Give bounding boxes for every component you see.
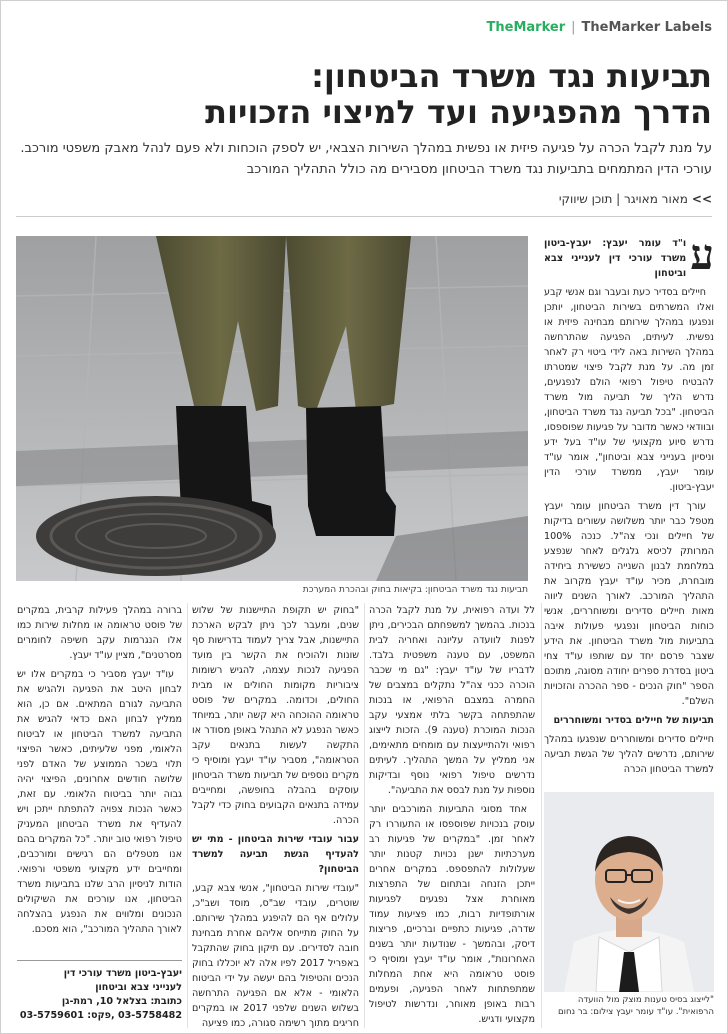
byline-text: מאור מאויגר | תוכן שיווקי: [558, 192, 688, 206]
brand-header: [0, 20, 712, 35]
column-divider: [541, 603, 542, 1028]
paragraph: "עובדי שירות הביטחון", אנשי צבא קבע, שוטרים, עובדי שב"ס, מוסד ושב"כ, עלולים אף הם להיפגע במהלך שירותם. על החוק מתייחס אליהם אחרת מבחינת חובה לסדירים. עם תיקון בחוק שהתקבל באפריל 2017 לפיו אלה לא יוכללו בחוק הנכים והטיפול בהם יעשה על ידי הביטוח הלאומי - אלא אם הפגיעה התרחשה בשלוש השנים שלפני 2017 או במקרים חריגים מתוך רשימה סגורה, כמו פציעה: [192, 883, 359, 1028]
paragraph: ברורה במהלך פעילות קרבית, במקרים של פוסט טראומה או מחלות שירות כמו אלו הנגרמות עקב חשיפה לחומרים מסרטנים", מציין עו"ד יעבץ.: [17, 605, 182, 661]
contact-firm: יעבץ-ביטון משרד עורכי דין: [63, 968, 182, 979]
byline: [559, 192, 712, 206]
column-divider: [187, 603, 188, 1028]
article-title: [16, 58, 712, 130]
paragraph: אחד מסוגי התביעות המורכבים יותר עוסק בנכויות שפוספסו או התעוררו רק לאחר זמן. "במקרים של פגיעות רב מערכתיות ישנן נכויות קטנות יותר שעלולות להתפספס. במקרים אחרים ייתכן הזנחה ובתחום של התפרצות מאוחרת אצל נפגעים לפגיעות אורתופדיות רבות, כמו פציעות עמוד שדרה, פגיעות כתפיים וברכיים, פריצות דיסק, ובהמשך - שנודעות יותר בשנים האחרונות", אומר עו"ד יעבץ ומוסיף כי פוסט טראומה היא אחת המחלות שמתפתחות לאחר הפגיעה, ופעמים רבות באופן מאוחר, ונדרשות לטיפול מקצועי ודגיש.: [369, 804, 535, 1025]
drop-cap: ע: [690, 236, 714, 279]
contact-specialty: לענייני צבא וביטחון: [95, 982, 182, 993]
title-line-1: תביעות נגד משרד הביטחון:: [311, 57, 712, 95]
column-kicker: ו"ד עומר יעבץ: יעבץ-ביטון משרד עורכי דין לענייני צבא וביטחון: [544, 238, 687, 279]
article-lead: על מנת לקבל הכרה על פגיעה פיזית או נפשית במהלך השירות הצבאי, יש לספק הוכחות ולא פעם לנהל מאבק משפטי מורכב. עורכי הדין המתמחים בתביעות נגד משרד הביטחון מסבירים מה כולל התהליך המורכב: [20, 141, 712, 177]
photo-caption: תביעות נגד משרד הביטחון: בקיאות בחוק ובהכרת המערכת: [302, 585, 528, 595]
paragraph: עורך דין משרד הביטחון עומר יעבץ מטפל כבר יותר משלושה עשורים בדיקות של חיילים ונכי צה"ל. כנכה 100% המרותק לכיסא גלגלים לאחר שנפצע במלחמת לבנון השנייה כששירת ביחידה מובחרת, מכיר עו"ד יעבץ מקרוב את התהליך המורכב. לאורך השנים ליווה מאות חיילים סדירים ומשוחררים, אנשי כוחות הביטחון ונפגעי פעולות איבה בתביעות מול משרד הביטחון. את הידע שצבר פרסם יחד עם שותפו עו"ד צחי ביטון בסדרת ספרים יחודה מסוגה, מתוכם הספר "חוק הנכים - ספר ההכרה והזכויות השלם".: [544, 501, 714, 707]
title-line-2: הדרך מהפגיעה ועד למיצוי הזכויות: [205, 93, 712, 131]
brand-secondary[interactable]: TheMarker Labels: [581, 20, 712, 35]
brand-primary[interactable]: TheMarker: [486, 20, 566, 35]
paragraph: "בחוק יש תקופת התיישנות של שלוש שנים, ומעבר לכך ניתן לבקש הארכת התיישנות, אבל צריך לעמוד בדרישות סף שונות ולהוכיח את הקשר בין מועד הפגיעה לנכות עצמה, להגיש רשומות ציבוריות מקומות החולים או מבית החולים, וכדומה. במקרים של פוסט טראומה ההוכחה היא קשה יותר, במיוחד כאשר הנפגע לא התנהל באופן מסודר או התקשה לעשות בתנאים עקב הטראומה", מסביר עו"ד יעבץ ומוסיף כי מקרים נוספים של תביעות משרד הביטחון עוסקים בהבלה בחופשה, ומחייבים עמידה בתנאים הקבועים בחוק כדי לקבל הכרה.: [192, 605, 359, 826]
subheading: עבור עובדי שירות הביטחון - מתי יש להעדיף הגשת תביעה למשרד הביטחון?: [192, 834, 359, 875]
paragraph: חיילים בסדיר כעת ובעבר וגם אנשי קבע ואלו המשרתים בשירות הביטחון, יותכן ונפגעו במהלך שירותם מבחינה פיזית או נפשית. לעיתים, הפגיעה שהתרחשה במהלך השירות באה לידי ביטוי רק לאחר זמן מה. על מנת לקבל פיצוי שמטרתו להבטיח טיפול רפואי הולם לנפגעים, נדרש הליך של תביעה מול משרד הביטחון. "בכל תביעה נגד משרד הביטחון, ובוודאי כאשר מדובר על פגיעות שפוספסו, נדרש סיוע מקצועי של עו"ד בעל ידע וניסיון בענייני צבא וביטחון", אומר עו"ד עומר יעבץ, ממשרד עורכי הדין יעבץ-ביטון.: [544, 287, 714, 493]
subheading: תביעות של חיילים בסדיר ומשוחררים: [553, 715, 714, 726]
article-column-2: [369, 603, 535, 1028]
brand-separator: |: [571, 20, 576, 35]
article-column-1: [544, 236, 714, 778]
contact-box: [17, 960, 182, 1023]
paragraph: עו"ד יעבץ מסביר כי במקרים אלו יש לבחון היטב את הפגיעה ולהגיש את התביעה לגורם המתאים. אם כן, הוא ממליץ לבחון האם כדאי להגיש את התביעה למשרד הביטחון או לביטוח הלאומי, מפני שלעיתים, כאשר הפיצוי תלוי בשכר הממוצע של האדם לפני שלושה חודשים אחרונים, הפיצוי יהיה גבוה יותר בביטוח הלאומי. עם זאת, כאשר הנכות צפויה להתפתח ייתכן ויש להעדיף את משרד הביטחון המעניק טיפול רפואי טוב יותר. "כל המקרים בהם אנו מטפלים הם רגישים ומורכבים, ומחייבים ידע מקצועי משפטי ורפואי. הודות לניסיון הרב שלנו בתביעות משרד הביטחון, אנו עורכים את השיקולים הנכונים ומלווים את הנפגע בהצלחה לאורך התהליך המורכב", הוא מסכם.: [17, 669, 182, 935]
article-photo: [16, 236, 528, 581]
column-divider: [364, 603, 365, 1028]
contact-phone[interactable]: 03-5758482 ,פקס: 03-5759601: [19, 1010, 182, 1021]
paragraph: לל ועדה רפואית, על מנת לקבל הכרה בנכות. בהמשך למשפחתם הבכירים, ניתן לפנות לוועדה עליונה ואחריה לבית המשפט, עם טענה משפטית בלבד. לדבריו של עו"ד יעבץ: "גם מי שכבר הוכרה ככני צה"ל נתקלים במצבים של החמרה במצבם הרפואי, או בנכות שהתפתחה בקשר בלתי אמצעי עקב הנכות המוכרת (טענה 9). הזכות לייצוג רפואי ולהתייעצות עם מומחים מתאימים, אני ממליץ על המשך התהליך. לעיתים נדרשים טיפול רפואי נוסף ובדיקות נוספות על מנת לבסס את התביעה".: [369, 605, 535, 796]
paragraph: חיילים סדירים ומשוחררים שנפגעו במהלך שירותם, נדרשים להליך של הגשת תביעה למשרד הביטחון הכרה: [544, 734, 714, 775]
article-column-3: [192, 603, 359, 1028]
header-divider: [16, 216, 712, 217]
contact-address: כתובת: בצלאל 10, רמת-גן: [61, 996, 182, 1007]
lawyer-portrait: [544, 792, 714, 992]
portrait-caption: "לייצוג בסיס טענות מוצק מול הוועדה הרפואית". עו"ד עומר יעבץ צילום: בר נחום: [557, 995, 714, 1017]
article-column-4: [17, 603, 182, 953]
double-chevron-icon: >>: [691, 192, 712, 206]
